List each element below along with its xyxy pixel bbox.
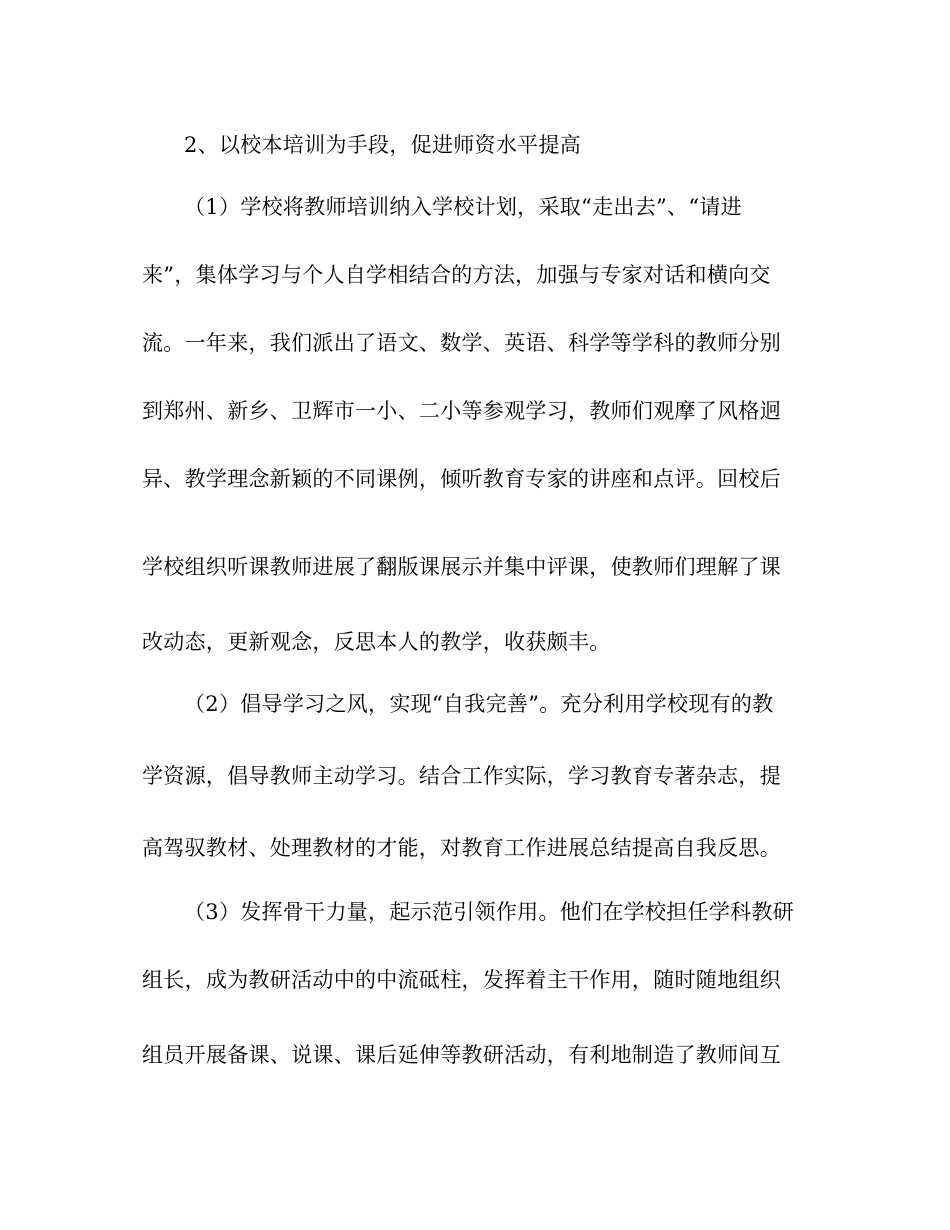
paragraph-1-line-6: 学校组织听课教师进展了翻版课展示并集中评课，使教师们理解了课 <box>142 555 781 579</box>
paragraph-2-line-1: （2）倡导学习之风，实现“自我完善”。充分利用学校现有的教 <box>184 692 774 716</box>
paragraph-1-line-4: 到郑州、新乡、卫辉市一小、二小等参观学习，教师们观摩了风格迥 <box>142 399 781 423</box>
paragraph-1-line-5: 异、教学理念新颖的不同课例，倾听教育专家的讲座和点评。回校后 <box>142 467 781 491</box>
paragraph-3-line-3: 组员开展备课、说课、课后延伸等教研活动，有利地制造了教师间互 <box>142 1043 781 1067</box>
paragraph-2-line-3: 高驾驭教材、处理教材的才能，对教育工作进展总结提高自我反思。 <box>142 836 781 860</box>
paragraph-3-line-1: （3）发挥骨干力量，起示范引领作用。他们在学校担任学科教研 <box>184 900 795 924</box>
paragraph-1-line-3: 流。一年来，我们派出了语文、数学、英语、科学等学科的教师分别 <box>142 331 781 355</box>
paragraph-1-line-2: 来”，集体学习与个人自学相结合的方法，加强与专家对话和横向交 <box>142 263 771 287</box>
paragraph-1-line-7: 改动态，更新观念，反思本人的教学，收获颇丰。 <box>142 630 611 654</box>
paragraph-2-line-2: 学资源，倡导教师主动学习。结合工作实际，学习教育专著杂志，提 <box>142 764 781 788</box>
section-heading: 2、以校本培训为手段，促进师资水平提高 <box>184 133 582 157</box>
paragraph-3-line-2: 组长，成为教研活动中的中流砥柱，发挥着主干作用，随时随地组织 <box>142 968 781 992</box>
paragraph-1-line-1: （1）学校将教师培训纳入学校计划，采取“走出去”、“请进 <box>184 195 742 219</box>
